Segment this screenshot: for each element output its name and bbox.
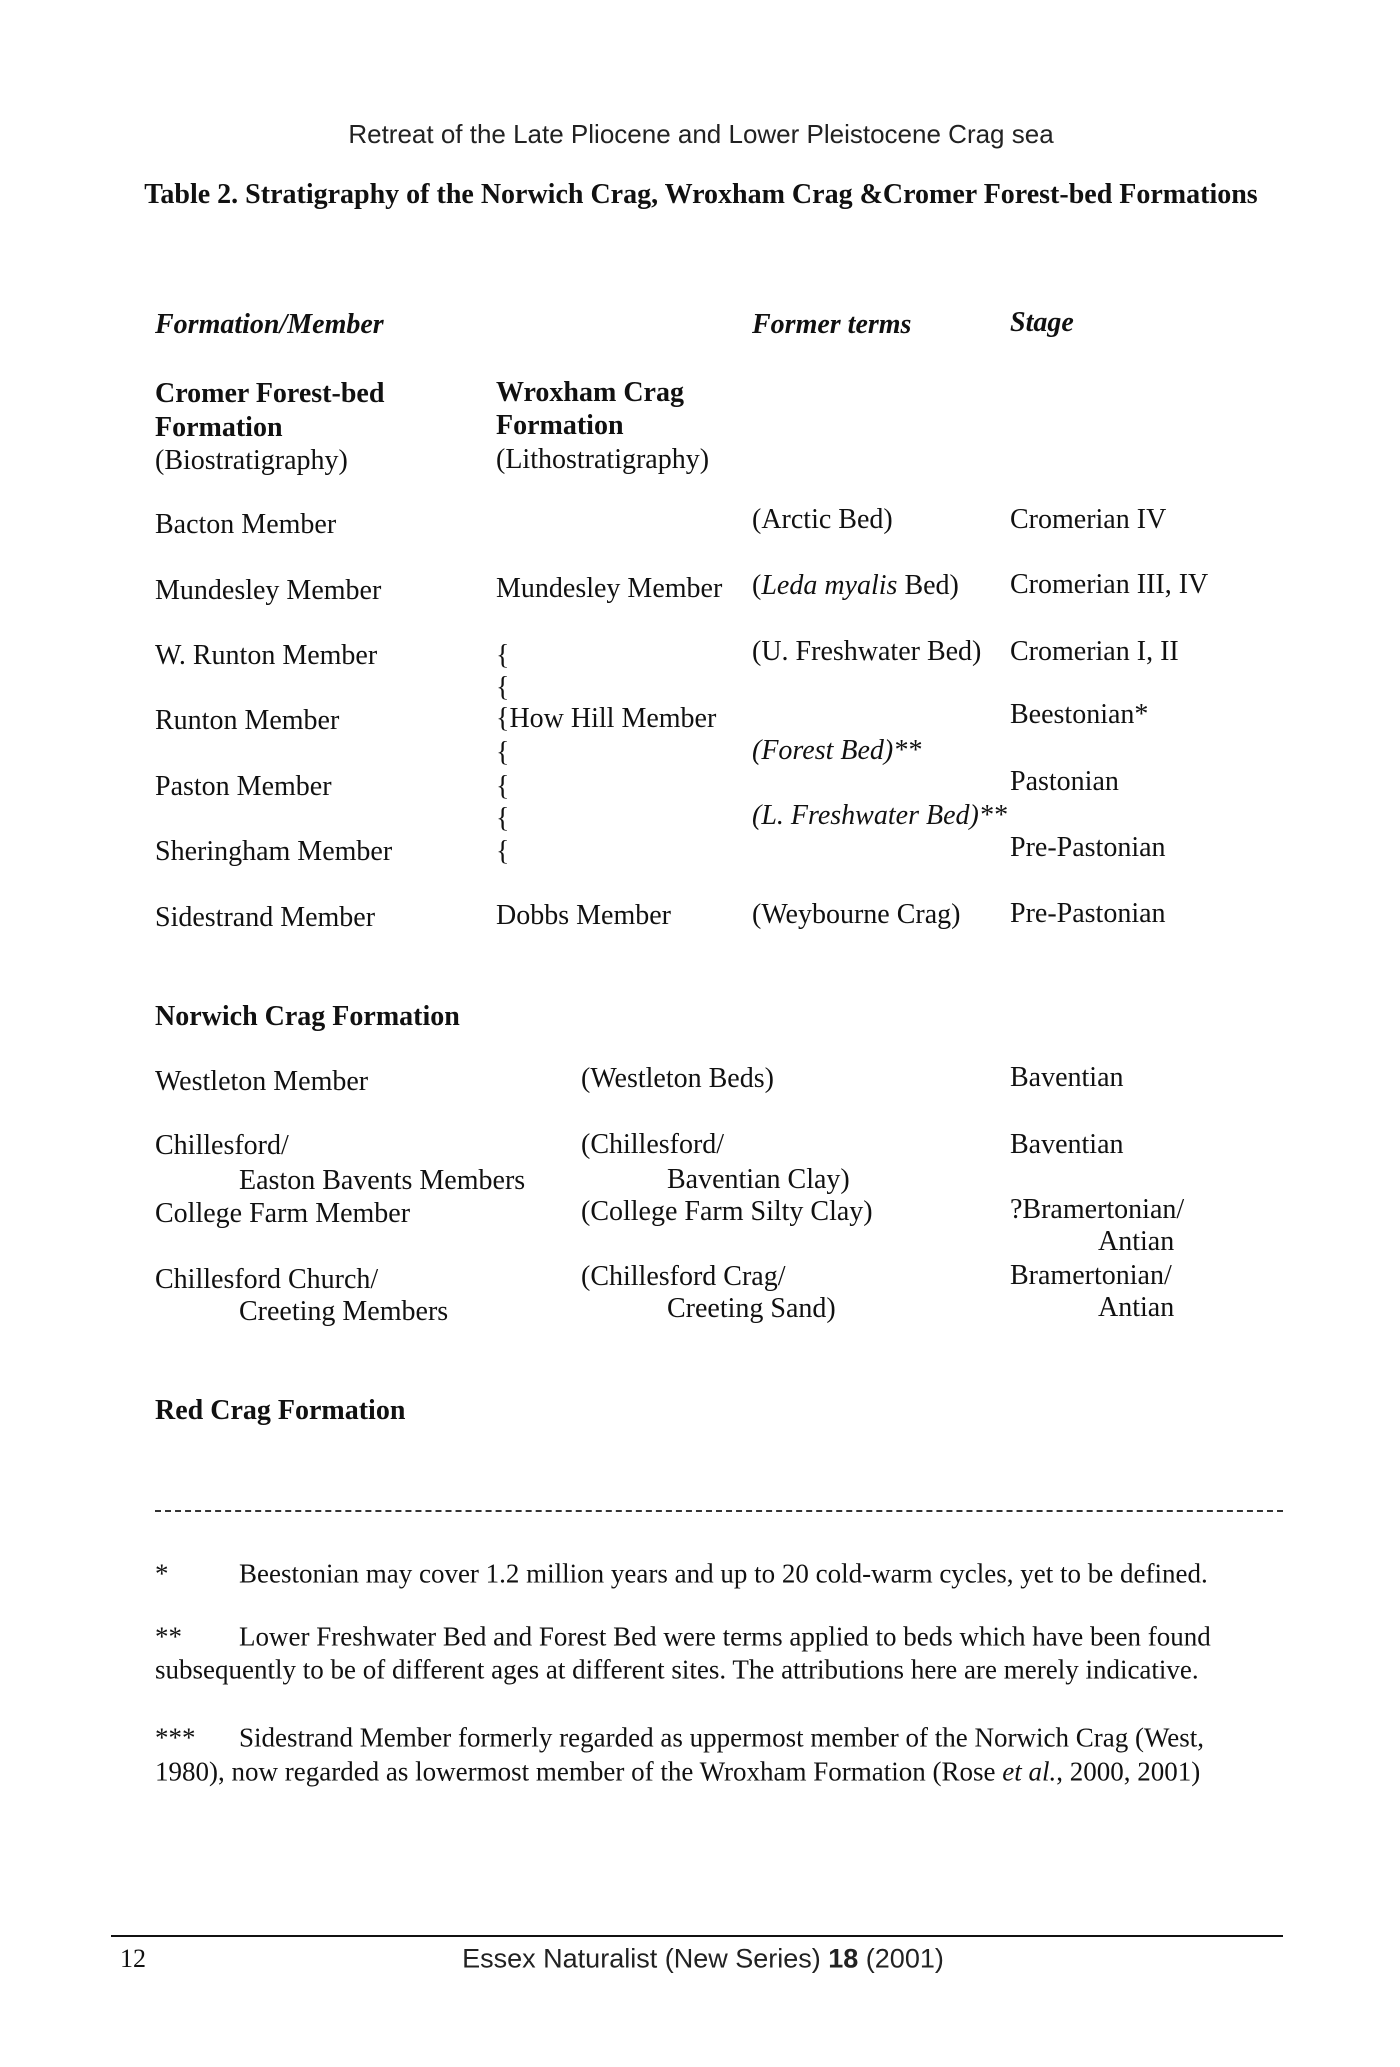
brace: { [496, 737, 510, 768]
column-header-former-terms: Former terms [752, 309, 912, 340]
journal-citation [462, 1943, 944, 1974]
stage-name: Antian [1098, 1292, 1175, 1323]
wroxham-member: Mundesley Member [496, 573, 723, 604]
member-name: Bacton Member [155, 509, 337, 540]
former-term: (Weybourne Crag) [752, 899, 961, 930]
former-term: (L. Freshwater Bed)** [752, 800, 1007, 831]
former-term: (College Farm Silty Clay) [581, 1196, 873, 1227]
wroxham-heading-line: Wroxham Crag [496, 377, 684, 408]
brace: { [496, 640, 510, 671]
member-name: Westleton Member [155, 1066, 369, 1097]
wroxham-member: Dobbs Member [496, 900, 671, 931]
journal-volume: 18 [828, 1943, 859, 1974]
footnote-text-italic: et al. [1002, 1756, 1057, 1787]
column-header-formation-member: Formation/Member [155, 309, 384, 340]
stage-name: Antian [1098, 1226, 1175, 1257]
wroxham-member: {How Hill Member [496, 703, 717, 734]
footnote-text [155, 1756, 1201, 1787]
footnote-separator [155, 1510, 1283, 1512]
red-crag-heading: Red Crag Formation [155, 1395, 406, 1426]
wroxham-heading-line: Formation [496, 410, 624, 441]
former-term: (Chillesford Crag/ [581, 1261, 786, 1292]
footnote-text-part: , 2000, 2001) [1056, 1756, 1201, 1787]
former-term-taxon: Leda myalis [761, 570, 898, 601]
stage-name: Pre-Pastonian [1010, 898, 1166, 929]
footnote-text-part: 1980), now regarded as lowermost member of the Wroxham Formation (Rose [155, 1756, 1003, 1787]
page-number: 12 [120, 1944, 146, 1973]
footnote-marker: * [155, 1558, 169, 1589]
footnote-text: subsequently to be of different ages at different sites. The attributions here are merely indicative. [155, 1654, 1199, 1685]
former-term-open: ( [752, 570, 762, 601]
former-term: (U. Freshwater Bed) [752, 636, 982, 667]
member-name: Mundesley Member [155, 575, 382, 606]
brace: { [496, 672, 510, 703]
former-term: Baventian Clay) [667, 1164, 850, 1195]
former-term: (Arctic Bed) [752, 504, 893, 535]
former-term: (Chillesford/ [581, 1129, 725, 1160]
member-name: Runton Member [155, 705, 340, 736]
former-term: (Forest Bed)** [752, 735, 922, 766]
table-title: Table 2. Stratigraphy of the Norwich Crag, Wroxham Crag &Cromer Forest-bed Formations [144, 179, 1258, 210]
member-name: Sidestrand Member [155, 902, 376, 933]
stage-name: Cromerian IV [1010, 504, 1167, 535]
footnote-marker: *** [155, 1722, 196, 1753]
member-name: Paston Member [155, 771, 332, 802]
stage-name: Baventian [1010, 1129, 1124, 1160]
member-name: College Farm Member [155, 1198, 411, 1229]
footer-rule [111, 1935, 1283, 1937]
stage-name: Pastonian [1010, 766, 1119, 797]
stage-name: Beestonian* [1010, 699, 1149, 730]
stage-name: Bramertonian/ [1010, 1260, 1172, 1291]
norwich-crag-heading: Norwich Crag Formation [155, 1001, 460, 1032]
member-name: Chillesford/ [155, 1130, 289, 1161]
member-name: Easton Bavents Members [239, 1165, 526, 1196]
column-header-stage: Stage [1010, 307, 1074, 338]
member-name: Sheringham Member [155, 836, 393, 867]
former-term: Creeting Sand) [667, 1293, 836, 1324]
footnote-text: Sidestrand Member formerly regarded as uppermost member of the Norwich Crag (West, [239, 1722, 1205, 1753]
journal-name: Essex Naturalist (New Series) [462, 1943, 829, 1974]
wroxham-heading-subtitle: (Lithostratigraphy) [496, 444, 710, 475]
stage-name: Cromerian III, IV [1010, 569, 1209, 600]
member-name: Creeting Members [239, 1296, 449, 1327]
brace: { [496, 836, 510, 867]
footnote-marker: ** [155, 1621, 182, 1652]
member-name: W. Runton Member [155, 640, 378, 671]
running-header: Retreat of the Late Pliocene and Lower Pleistocene Crag sea [348, 119, 1054, 149]
brace: { [496, 771, 510, 802]
footnote-text: Lower Freshwater Bed and Forest Bed were terms applied to beds which have been found [239, 1621, 1211, 1652]
brace: { [496, 803, 510, 834]
stage-name: Cromerian I, II [1010, 636, 1179, 667]
former-term [752, 572, 959, 600]
cromer-heading-line: Formation [155, 412, 283, 443]
former-term-close: Bed) [897, 570, 959, 601]
cromer-heading-subtitle: (Biostratigraphy) [155, 445, 348, 476]
cromer-heading-line: Cromer Forest-bed [155, 378, 385, 409]
stage-name: Baventian [1010, 1062, 1124, 1093]
stage-name: ?Bramertonian/ [1010, 1194, 1185, 1225]
former-term: (Westleton Beds) [581, 1063, 774, 1094]
stage-name: Pre-Pastonian [1010, 832, 1166, 863]
member-name: Chillesford Church/ [155, 1264, 379, 1295]
footnote-text: Beestonian may cover 1.2 million years and up to 20 cold-warm cycles, yet to be defined. [239, 1558, 1208, 1589]
journal-year: (2001) [858, 1943, 944, 1974]
